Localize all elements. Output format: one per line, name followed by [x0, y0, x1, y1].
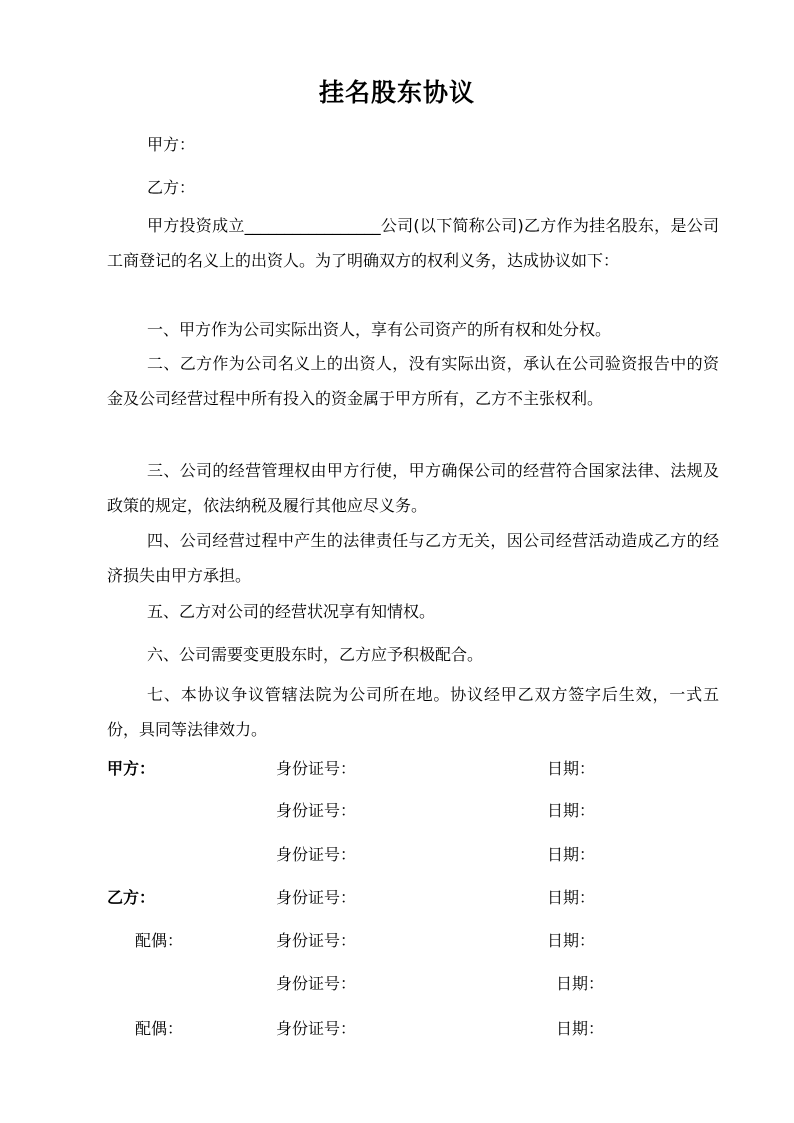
- date-label: 日期：: [547, 801, 596, 820]
- id-number-label: 身份证号：: [276, 888, 357, 907]
- clause-4: 四、公司经营过程中产生的法律责任与乙方无关，因公司经营活动造成乙方的经济损失由甲方承担。: [107, 531, 719, 585]
- clause-2: 二、乙方作为公司名义上的出资人，没有实际出资，承认在公司验资报告中的资金及公司经营过程中所有投入的资金属于甲方所有，乙方不主张权利。: [107, 354, 719, 408]
- id-number-label: 身份证号：: [276, 1019, 357, 1038]
- id-number-label: 身份证号：: [276, 801, 357, 820]
- party-b-line: 乙方：: [147, 178, 196, 197]
- party-a-signature-label: 甲方：: [107, 759, 156, 778]
- date-label: 日期：: [547, 931, 596, 950]
- party-a-line: 甲方：: [147, 135, 196, 154]
- clause-3: 三、公司的经营管理权由甲方行使，甲方确保公司的经营符合国家法律、法规及政策的规定，依法纳税及履行其他应尽义务。: [107, 461, 719, 515]
- spouse-signature-label: 配偶：: [135, 1019, 184, 1038]
- intro-paragraph: 甲方投资成立_________________公司(以下简称公司)乙方作为挂名股东，是公司工商登记的名义上的出资人。为了明确双方的权利义务，达成协议如下：: [107, 216, 719, 270]
- date-label: 日期：: [547, 759, 596, 778]
- document-title: 挂名股东协议: [318, 78, 475, 107]
- id-number-label: 身份证号：: [276, 759, 357, 778]
- clause-7: 七、本协议争议管辖法院为公司所在地。协议经甲乙双方签字后生效，一式五份，具同等法律效力。: [107, 685, 719, 739]
- date-label: 日期：: [556, 1019, 605, 1038]
- id-number-label: 身份证号：: [276, 845, 357, 864]
- spouse-signature-label: 配偶：: [135, 931, 184, 950]
- party-b-signature-label: 乙方：: [107, 888, 156, 907]
- clause-6: 六、公司需要变更股东时，乙方应予积极配合。: [147, 645, 484, 664]
- date-label: 日期：: [547, 888, 596, 907]
- clause-5: 五、乙方对公司的经营状况享有知情权。: [147, 602, 436, 621]
- date-label: 日期：: [547, 845, 596, 864]
- id-number-label: 身份证号：: [276, 974, 357, 993]
- id-number-label: 身份证号：: [276, 931, 357, 950]
- date-label: 日期：: [556, 974, 605, 993]
- clause-1: 一、甲方作为公司实际出资人，享有公司资产的所有权和处分权。: [147, 320, 612, 339]
